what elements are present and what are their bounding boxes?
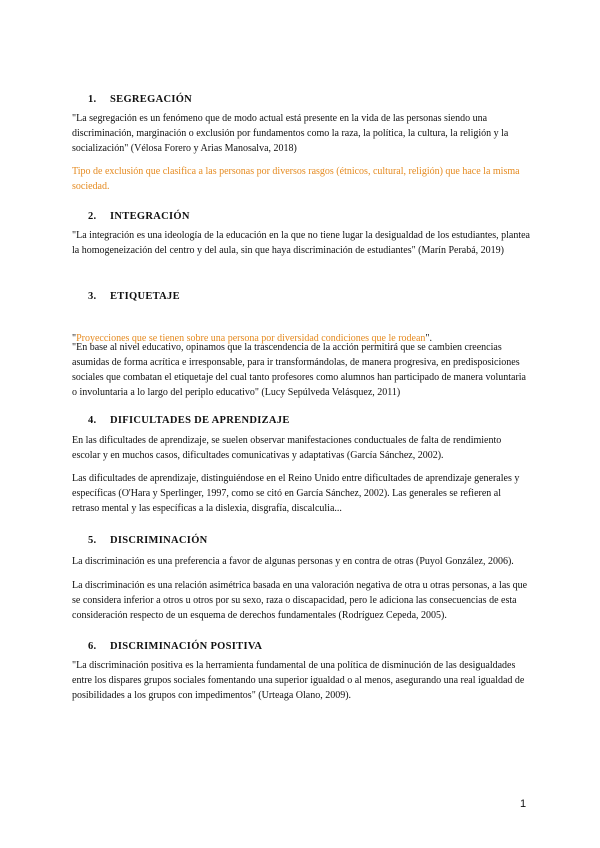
section-number: 6. [88,641,97,652]
section-title: SEGREGACIÓN [110,94,193,105]
section-number: 2. [88,211,97,222]
section-title: DISCRIMINACIÓN POSITIVA [110,641,263,652]
paragraph: Las dificultades de aprendizaje, distinguiéndose en el Reino Unido entre dificultades de aprendizaje generales y específicas (O'Hara y Sperlinger, 1997, como se citó en García Sánchez, 2002). Las generales se refieren al retraso mental y las específicas a la dislexia, disgrafía, discalculia... [72,473,520,514]
section-title: INTEGRACIÓN [110,211,190,222]
section-number: 5. [88,535,97,546]
highlighted-paragraph: Tipo de exclusión que clasifica a las personas por diversos rasgos (étnicos, cultural, religión) que hace la misma sociedad. [72,166,520,192]
section-heading-discriminacion [88,535,208,546]
paragraph: "En base al nivel educativo, opinamos que la trascendencia de la acción permitirá que se cambien creencias asumidas de forma acrítica e irresponsable, para ir transformándolas, de manera progresiva, en predisposiciones sociales que combatan el etiquetaje del cual tanto profesores como alumnos han participado de manera voluntaria o involuntaria a lo largo del periplo educativo" (Lucy Sepúlveda Velásquez, 2011) [72,342,526,398]
quote-mark: " [72,333,77,344]
page-number: 1 [520,798,527,810]
section-title: ETIQUETAJE [110,291,180,302]
paragraph: "La segregación es un fenómeno que de modo actual está presente en la vida de las personas siendo una discriminación, marginación o exclusión por fundamentos como la raza, la política, la cultura, la religión y la socialización" (Vélosa Forero y Arias Manosalva, 2018) [72,113,509,154]
paragraph: "La discriminación positiva es la herramienta fundamental de una política de disminución de las desigualdades entre los dispares grupos sociales fomentando una superior igualdad o al menos, asegurando una real igualdad de posibilidades a los grupos con impedimentos" (Urteaga Olano, 2009). [72,660,525,701]
section-number: 4. [88,415,97,426]
section-title: DIFICULTADES DE APRENDIZAJE [110,415,290,426]
paragraph: En las dificultades de aprendizaje, se suelen observar manifestaciones conductuales de falta de rendimiento escolar y en muchos casos, dificultades comunicativas y adaptativas (García Sánchez, 2002). [72,435,502,461]
section-number: 3. [88,291,97,302]
highlighted-text: Proyecciones que se tienen sobre una persona por diversidad condiciones que le rodean [76,333,426,344]
section-title: DISCRIMINACIÓN [110,535,208,546]
section-number: 1. [88,94,97,105]
section-heading-segregacion [88,94,192,105]
paragraph: "La integración es una ideología de la educación en la que no tiene lugar la desigualdad de los estudiantes, plantea la homogeneización del centro y del aula, sin que haya discriminación de estudiantes" (Marín Perabá, 2019) [72,230,530,256]
section-heading-dificultades [88,415,290,426]
section-heading-integracion [88,211,190,222]
paragraph: La discriminación es una preferencia a favor de algunas personas y en contra de otras (Puyol González, 2006). [72,556,514,567]
paragraph: La discriminación es una relación asimétrica basada en una valoración negativa de otra u otras personas, a las que se considera inferior a otros u otros por su sexo, raza o discapacidad, pero le adiciona las consecuencias de esta consideración respecto de un esquema de derechos fundamentales (Rodríguez Cepeda, 2005). [72,580,528,621]
section-heading-discriminacion-positiva [88,641,262,652]
quote-mark: ". [425,333,433,344]
section-heading-etiquetaje [88,291,180,302]
